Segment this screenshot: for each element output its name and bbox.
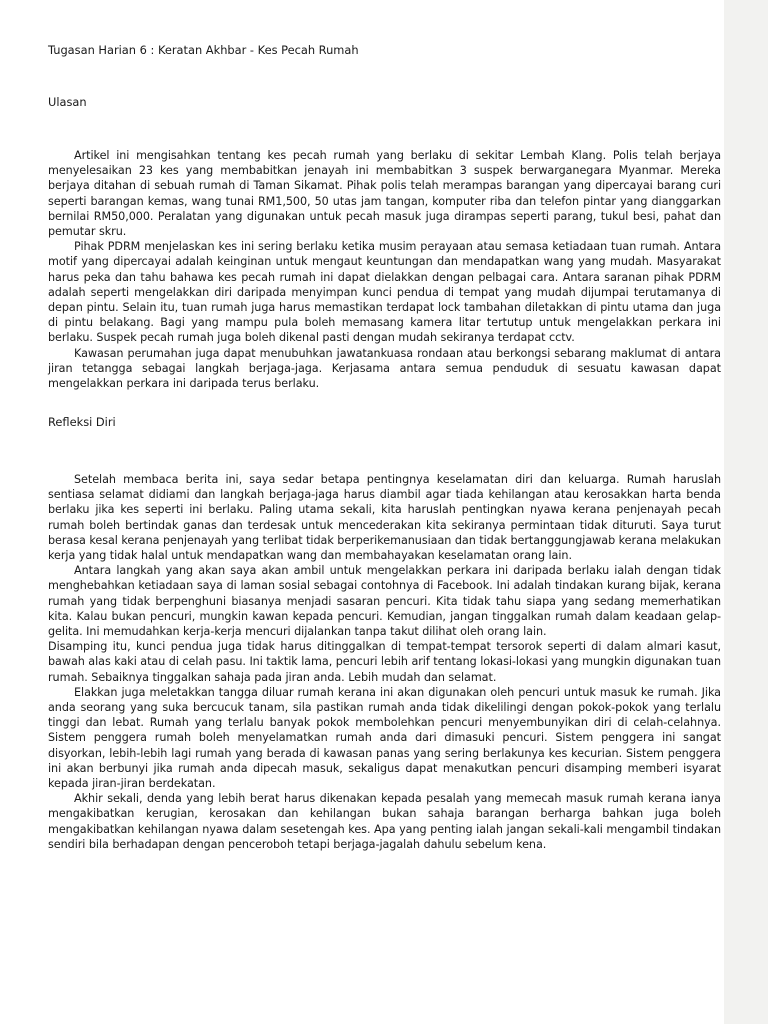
paragraph: Artikel ini mengisahkan tentang kes pecah rumah yang berlaku di sekitar Lembah Klang. Polis telah berjaya menyelesaikan 23 kes yang membabitkan jenayah ini membabitkan 3 suspek berwarganegara Myanmar. Mereka berjaya ditahan di sebuah rumah di Taman Sikamat. Pihak polis telah merampas barangan yang dipercayai barang curi seperti barangan kemas, wang tunai RM1,500, 50 utas jam tangan, komputer riba dan telefon pintar yang dianggarkan bernilai RM50,000. Peralatan yang digunakan untuk pecah masuk juga dirampas seperti parang, tukul besi, pahat dan pemutar skru. bbox=[48, 149, 721, 239]
paragraph: Disamping itu, kunci pendua juga tidak harus ditinggalkan di tempat-tempat tersorok seperti di dalam almari kasut, bawah alas kaki atau di celah pasu. Ini taktik lama, pencuri lebih arif tentang lokasi-lokasi yang mungkin digunakan tuan rumah. Sebaiknya tinggalkan sahaja pada jiran anda. Lebih mudah dan selamat. bbox=[48, 640, 722, 684]
paragraph: Pihak PDRM menjelaskan kes ini sering berlaku ketika musim perayaan atau semasa ketiadaan tuan rumah. Antara motif yang dipercayai adalah keinginan untuk mengaut keuntungan dan mendapatkan wang yang mudah. Masyarakat harus peka dan tahu bahawa kes pecah rumah ini dapat dielakkan dengan pelbagai cara. Antara saranan pihak PDRM adalah seperti mengelakkan diri daripada menyimpan kunci pendua di tempat yang mudah dijumpai terutamanya di depan pintu. Selain itu, tuan rumah juga harus memastikan terdapat lock tambahan diletakkan di pintu utama dan juga di pintu belakang. Bagi yang mampu pula boleh memasang kamera litar tertutup untuk mengelakkan perkara ini berlaku. Suspek pecah rumah juga boleh dikenal pasti dengan mudah sekiranya terdapat cctv. bbox=[48, 240, 721, 345]
section-heading-refleksi-diri: Refleksi Diri bbox=[48, 415, 116, 429]
section-ulasan-body bbox=[48, 148, 721, 391]
paragraph: Akhir sekali, denda yang lebih berat harus dikenakan kepada pesalah yang memecah masuk rumah kerana ianya mengakibatkan kerugian, kerosakan dan kehilangan bukan sahaja barangan berharga bahkan juga boleh mengakibatkan kehilangan nyawa dalam sesetengah kes. Apa yang penting ialah jangan sekali-kali mengambil tindakan sendiri bila berhadapan dengan penceroboh tetapi berjaga-jagalah dahulu sebelum kena. bbox=[48, 792, 721, 851]
paragraph: Antara langkah yang akan saya akan ambil untuk mengelakkan perkara ini daripada berlaku ialah dengan tidak menghebahkan ketiadaan saya di laman sosial sebagai contohnya di Facebook. Ini adalah tindakan kurang bijak, kerana rumah yang tidak berpenghuni biasanya menjadi sasaran pencuri. Kita tidak tahu siapa yang sedang memerhatikan kita. Kalau bukan pencuri, mungkin kawan kepada pencuri. Kemudian, jangan tinggalkan rumah dalam keadaan gelap-gelita. Ini memudahkan kerja-kerja mencuri dijalankan tanpa takut dilihat oleh orang lain. bbox=[48, 564, 721, 639]
section-heading-ulasan: Ulasan bbox=[48, 95, 87, 109]
section-refleksi-diri-body bbox=[48, 472, 721, 852]
paragraph: Setelah membaca berita ini, saya sedar betapa pentingnya keselamatan diri dan keluarga. Rumah haruslah sentiasa selamat didiami dan langkah berjaga-jaga harus diambil agar tiada kehilangan atau kerosakkan harta benda berlaku jika kes seperti ini berlaku. Paling utama sekali, kita haruslah pentingkan nyawa kerana penjenayah pecah rumah boleh bertindak ganas dan terdesak untuk mencederakan kita sekiranya permintaan tidak dituruti. Saya turut berasa kesal kerana penjenayah yang terlibat tidak berperikemanusiaan dan tidak bertanggungjawab kerana melakukan kerja yang tidak halal untuk mendapatkan wang dan membahayakan keselamatan orang lain. bbox=[48, 473, 721, 563]
paragraph: Kawasan perumahan juga dapat menubuhkan jawatankuasa rondaan atau berkongsi sebarang maklumat di antara jiran tetangga sebagai langkah berjaga-jaga. Kerjasama antara semua penduduk di sesuatu kawasan dapat mengelakkan perkara ini daripada terus berlaku. bbox=[48, 346, 721, 391]
document-title: Tugasan Harian 6 : Keratan Akhbar - Kes Pecah Rumah bbox=[48, 43, 359, 57]
paragraph: Elakkan juga meletakkan tangga diluar rumah kerana ini akan digunakan oleh pencuri untuk masuk ke rumah. Jika anda seorang yang suka bercucuk tanam, sila pastikan rumah anda tidak dikelilingi dengan pokok-pokok yang terlalu tinggi dan lebat. Rumah yang terlalu banyak pokok membolehkan pencuri menyembunyikan diri di celah-celahnya. Sistem penggera rumah boleh menyelamatkan rumah anda dari dimasuki pencuri. Sistem penggera ini sangat disyorkan, lebih-lebih lagi rumah yang berada di kawasan panas yang sering berlakunya kes kecurian. Sistem penggera ini akan berbunyi jika rumah anda dipecah masuk, sekaligus dapat menakutkan pencuri disamping memberi isyarat kepada jiran-jiran berdekatan. bbox=[48, 685, 721, 791]
